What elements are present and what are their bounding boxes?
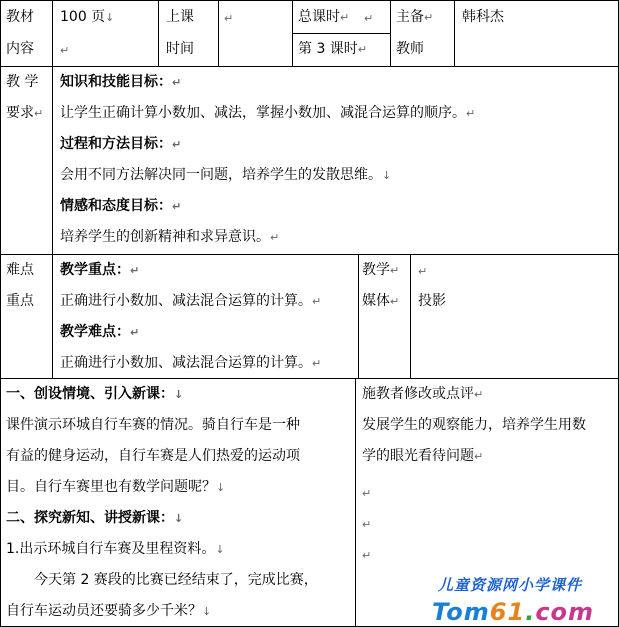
row-line-header bbox=[0, 66, 619, 67]
col-line-teacher bbox=[454, 0, 455, 66]
material-label-2: 内容 bbox=[6, 41, 34, 57]
difficulty-text: 正确进行小数加、减法混合运算的计算。↵ bbox=[60, 355, 322, 371]
col-line-media2 bbox=[410, 254, 411, 378]
keypoints-label-2: 重点 bbox=[6, 293, 34, 309]
paragraph-mark: ↵ bbox=[362, 549, 372, 562]
class-time-label-2: 时间 bbox=[166, 41, 194, 57]
knowledge-text: 让学生正确计算小数加、减法，掌握小数加、减混合运算的顺序。↵ bbox=[60, 105, 476, 121]
col-line-media bbox=[358, 254, 359, 378]
difficulty-title: 教学难点：↵ bbox=[60, 324, 140, 340]
watermark-logo bbox=[432, 574, 617, 626]
item1-line: 今天第 2 赛段的比赛已经结束了，完成比赛， bbox=[34, 572, 318, 588]
keypoints-label: 难点 bbox=[6, 262, 34, 278]
section1-line: 课件演示环城自行车赛的情况。骑自行车是一种 bbox=[6, 417, 300, 433]
material-label: 教材 bbox=[6, 9, 34, 25]
comments-line: 发展学生的观察能力，培养学生用数 bbox=[362, 417, 586, 433]
process-text: 会用不同方法解决同一问题，培养学生的发散思维。↓ bbox=[60, 167, 392, 183]
row-line-goals bbox=[0, 254, 619, 255]
watermark-bottom-text: Tom61.com bbox=[432, 598, 595, 626]
col-line-process bbox=[355, 378, 356, 627]
item1: 1.出示环城自行车赛及里程资料。↓ bbox=[6, 541, 225, 557]
emotion-text: 培养学生的创新精神和求异意识。↵ bbox=[60, 229, 280, 245]
col-line-material bbox=[158, 0, 159, 66]
row-line-header-mid bbox=[292, 33, 390, 34]
knowledge-title: 知识和技能目标：↵ bbox=[60, 74, 182, 90]
comments-title: 施教者修改或点评↵ bbox=[362, 386, 484, 402]
teacher-label-2: 教师 bbox=[396, 41, 424, 57]
paragraph-mark: ↵ bbox=[362, 487, 372, 500]
material-value: 100 页↓ bbox=[60, 9, 115, 25]
row-line-top bbox=[0, 0, 619, 1]
media-label: 教学↵ bbox=[362, 262, 400, 278]
teacher-name: 韩科杰 bbox=[462, 9, 504, 25]
teacher-label: 主备↵ bbox=[396, 9, 434, 25]
media-label-2: 媒体↵ bbox=[362, 293, 400, 309]
section2-title: 二、探究新知、讲授新课：↓ bbox=[6, 510, 184, 526]
row-line-keypoints bbox=[0, 378, 619, 379]
table-border-left bbox=[0, 0, 1, 627]
col-line-classtime bbox=[218, 0, 219, 66]
emotion-title: 情感和态度目标：↵ bbox=[60, 198, 182, 214]
watermark-top-text: 儿童资源网小学课件 bbox=[438, 576, 583, 594]
section1-line: 有益的健身运动，自行车赛是人们热爱的运动项 bbox=[6, 448, 300, 464]
col-line-hourval bbox=[390, 0, 391, 66]
section1-line: 目。自行车赛里也有数学问题呢？↓ bbox=[6, 479, 226, 495]
media-value: 投影 bbox=[418, 293, 446, 309]
section1-title: 一、创设情境、引入新课：↓ bbox=[6, 386, 184, 402]
process-title: 过程和方法目标：↵ bbox=[60, 136, 182, 152]
paragraph-mark: ↵ bbox=[364, 12, 374, 25]
paragraph-mark: ↵ bbox=[418, 265, 428, 278]
goals-label-2: 要求↵ bbox=[6, 105, 44, 121]
goals-label: 教 学 bbox=[6, 74, 39, 90]
focus-text: 正确进行小数加、减法混合运算的计算。↵ bbox=[60, 293, 322, 309]
paragraph-mark: ↵ bbox=[60, 44, 70, 57]
paragraph-mark: ↵ bbox=[224, 12, 234, 25]
class-time-label: 上课 bbox=[166, 9, 194, 25]
col-line-label bbox=[52, 0, 53, 378]
focus-title: 教学重点：↵ bbox=[60, 262, 140, 278]
paragraph-mark: ↵ bbox=[362, 518, 372, 531]
item1-line: 自行车运动员还要骑多少千米？↓ bbox=[6, 603, 212, 619]
total-hours-label: 总课时↵ bbox=[298, 9, 350, 25]
comments-line: 学的眼光看待问题↵ bbox=[362, 448, 484, 464]
hour-value: 第 3 课时↵ bbox=[298, 41, 368, 57]
